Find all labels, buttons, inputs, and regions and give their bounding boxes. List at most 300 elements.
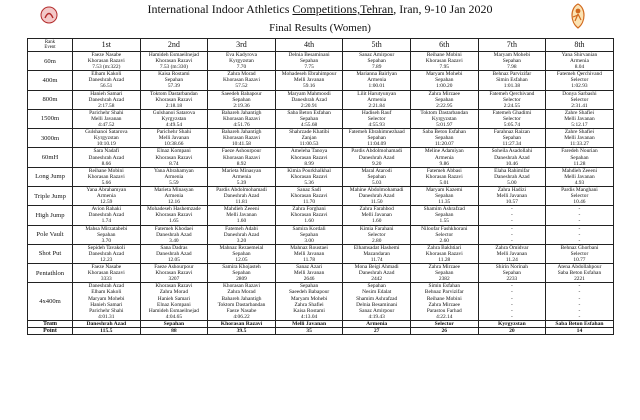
result-line: Parichehr Shahi <box>89 109 124 116</box>
result-line: 56.51 <box>100 83 113 90</box>
athletics-logo-icon <box>566 2 590 30</box>
result-line: Armenia <box>96 193 116 200</box>
result-line: Gulshanoi Satarova <box>85 129 128 136</box>
result-line: Sana Dadras <box>160 244 188 251</box>
result-cell <box>140 71 208 90</box>
result-line: 7.70 <box>236 64 247 71</box>
result-line: 8.92 <box>236 160 247 167</box>
result-cell <box>73 71 141 90</box>
result-line: Sepahan <box>232 270 251 277</box>
result-line: Daneshrah Azad <box>156 250 192 257</box>
result-line: 3.70 <box>101 237 112 244</box>
result-line: Maryam Mohebi <box>426 71 463 78</box>
result-cell <box>478 206 546 225</box>
result-cell <box>275 264 343 283</box>
result-line: Elnaz Kompani <box>157 148 191 155</box>
result-line: Kyrgyzstan <box>161 115 187 122</box>
result-cell <box>140 90 208 109</box>
result-cell <box>275 148 343 167</box>
result-line: 2442 <box>371 276 383 283</box>
result-line: 3207 <box>168 276 180 283</box>
result-line: 9.86 <box>439 160 449 167</box>
result-line: 3.20 <box>236 237 247 244</box>
result-line: Sepahan <box>164 77 184 84</box>
team-name: Armenia <box>343 320 411 327</box>
result-line: Marieta Minasyan <box>154 186 194 193</box>
result-line: Sepahan <box>367 135 386 142</box>
result-cell <box>478 264 546 283</box>
result-line: Simin Esfahan <box>496 77 528 84</box>
result-line: 2.80 <box>371 237 382 244</box>
result-line: 7.53 (m:322) <box>92 64 121 71</box>
result-line: Lilit Harutyunyan <box>357 90 397 97</box>
report-header <box>0 0 640 38</box>
result-line: 2:21.84 <box>368 102 385 109</box>
result-line: Hadiseh Rauf <box>361 109 392 116</box>
result-line: Bahareh Jahantigh <box>221 295 262 302</box>
result-line: Armenia <box>570 58 589 65</box>
team-label: Team <box>28 320 73 327</box>
result-line: Selector <box>570 77 589 84</box>
result-cell <box>343 225 411 244</box>
result-line: - <box>510 307 513 314</box>
result-cell <box>275 90 343 109</box>
result-line: Behnaz Parvizifar <box>424 289 464 296</box>
result-line: 1:02.93 <box>571 83 588 90</box>
result-line: Fatemeh Ghadimi <box>492 109 532 116</box>
result-line: Parastou Farhad <box>426 307 462 314</box>
event-name: 60m <box>28 52 73 71</box>
result-line: - <box>578 231 581 238</box>
result-line: 2:19.36 <box>233 102 250 109</box>
result-line: Khorasan Razavi <box>222 135 260 142</box>
result-line: Zahra Bakhtiari <box>427 244 462 251</box>
result-line: 4:49.54 <box>165 122 183 129</box>
result-line: - <box>510 313 513 320</box>
result-line: Saeedeh Babapour <box>288 289 330 296</box>
result-line: 2382 <box>438 276 450 283</box>
result-cell <box>208 71 276 90</box>
result-cell <box>478 129 546 148</box>
result-line: Daneshrah Azad <box>223 193 260 200</box>
event-name: 3000m <box>28 129 73 148</box>
result-line: 5.59 <box>169 179 179 186</box>
result-line: Sepahan <box>367 173 386 180</box>
result-cell <box>478 148 546 167</box>
result-line: 4:13.04 <box>300 313 318 320</box>
result-cell <box>343 283 411 321</box>
result-line: Eva Kadyrova <box>225 52 257 58</box>
result-line: 5.39 <box>236 179 247 186</box>
result-cell <box>546 264 614 283</box>
result-cell <box>140 225 208 244</box>
result-line: Elnaz Kompani <box>157 301 191 308</box>
result-line: 11.50 <box>370 199 383 206</box>
result-cell <box>140 206 208 225</box>
team-points: 26 <box>410 327 478 334</box>
result-line: 4:19.43 <box>368 313 385 320</box>
result-line: Sepahan <box>435 77 454 84</box>
result-line: Sepahan <box>502 58 521 65</box>
result-cell <box>275 206 343 225</box>
result-line: Ameleha Tanoya <box>290 148 328 155</box>
result-line: Zahre Shafiei <box>564 129 595 136</box>
result-cell <box>73 109 141 128</box>
result-line: 4:47.52 <box>98 122 115 129</box>
result-line: 1:00.20 <box>436 83 453 90</box>
result-line: Faeze Nasabe <box>226 307 257 314</box>
result-line: 7.53 (m:330) <box>159 64 188 71</box>
result-cell <box>275 71 343 90</box>
result-line: Melli Javanan <box>564 135 595 142</box>
result-cell <box>343 129 411 148</box>
result-line: 8.66 <box>101 160 112 167</box>
result-line: Mahine Abdolmohamadi <box>349 186 404 193</box>
result-line: Shirin Norinah <box>495 264 528 271</box>
result-cell <box>546 90 614 109</box>
result-cell <box>208 129 276 148</box>
result-line: Soheila Asadollahi <box>491 148 533 155</box>
team-name: Sepahan <box>140 320 208 327</box>
result-line: 7.95 <box>439 64 449 71</box>
result-line: Hanieh Samari <box>157 295 190 302</box>
result-line: Shamim Ashrafzad <box>423 206 465 213</box>
result-line: Khorasan Razavi <box>155 212 193 219</box>
result-cell <box>546 206 614 225</box>
result-line: Khorasan Razavi <box>425 250 463 257</box>
result-cell <box>343 206 411 225</box>
result-line: - <box>578 307 581 314</box>
result-line: Daneshrah Azad <box>358 193 395 200</box>
result-line: Sepahan <box>502 135 521 142</box>
place-header: 1st <box>73 39 141 52</box>
team-points: 115.5 <box>73 327 141 334</box>
event-row <box>28 225 614 244</box>
result-line: - <box>578 289 581 296</box>
result-line: - <box>578 212 581 219</box>
result-line: Faeze Ashourpour <box>154 264 194 271</box>
result-line: Parichehr Shahi <box>89 307 124 314</box>
result-line: 2:24.55 <box>503 102 521 109</box>
result-line: 10:38.66 <box>164 141 184 148</box>
result-line: Fatemeh Khodaei <box>154 225 193 232</box>
result-cell <box>410 129 478 148</box>
result-line: Melli Javanan <box>496 193 528 200</box>
result-cell <box>343 109 411 128</box>
result-line: Yana Shirvanian <box>561 52 598 58</box>
result-cell <box>140 148 208 167</box>
result-line: Selector <box>367 231 386 238</box>
result-line: Maryam Mahmoodi <box>287 90 331 97</box>
result-line: - <box>510 212 513 219</box>
result-line: Melli Javanan <box>293 250 325 257</box>
result-line: Reihane Mobini <box>426 52 462 58</box>
team-points: 20 <box>478 327 546 334</box>
result-line: 10.46 <box>573 199 586 206</box>
result-line: Shamim Ashrafzad <box>356 295 398 302</box>
result-line: Mahnaz Roustaei <box>290 244 328 251</box>
result-line: Toktom Dastarbandan <box>217 301 266 308</box>
result-line: 3.00 <box>304 237 314 244</box>
result-line: Mohadeseh Hashemzade <box>147 206 201 213</box>
result-cell <box>275 244 343 263</box>
result-line: Kyrgyzstan <box>93 135 119 142</box>
result-line: Nesim Edalat <box>362 289 392 296</box>
result-cell <box>410 90 478 109</box>
result-line: 5:01.97 <box>436 122 453 129</box>
result-line: Fatemeh Qerchivand <box>556 71 602 78</box>
result-line: Fatemeh Ebrahimnezhaad <box>348 129 405 136</box>
result-line: - <box>510 237 513 244</box>
result-line: Delnia Besaminani <box>356 301 398 308</box>
result-cell <box>546 109 614 128</box>
event-name: Pentathlon <box>28 264 73 283</box>
team-points: 14 <box>546 327 614 334</box>
result-line: Maryam Kazemi <box>426 186 463 193</box>
result-line: Samira Khojasteh <box>222 264 261 271</box>
corner-cell <box>28 39 73 52</box>
event-name: Pole Vault <box>28 225 73 244</box>
result-line: Kaisa Rostami <box>293 307 325 314</box>
result-line: Behnaz Parvizifar <box>492 71 532 78</box>
result-cell <box>208 225 276 244</box>
result-line: Meline Adamiyan <box>424 148 464 155</box>
result-cell <box>73 90 141 109</box>
result-cell <box>478 244 546 263</box>
result-line: Melli Javanan <box>361 212 392 219</box>
team-points: 27 <box>343 327 411 334</box>
result-cell <box>410 186 478 205</box>
place-header: 2nd <box>140 39 208 52</box>
result-line: 10.77 <box>573 257 586 263</box>
result-line: Khorasan Razavi <box>155 58 193 65</box>
place-header: 3rd <box>208 39 276 52</box>
team-name: Khorasan Razavi <box>208 320 276 327</box>
result-cell <box>208 109 276 128</box>
result-cell <box>478 225 546 244</box>
event-row <box>28 90 614 109</box>
result-cell <box>410 225 478 244</box>
result-line: Sepahan <box>570 154 589 161</box>
event-row <box>28 167 614 186</box>
result-line: - <box>578 206 581 213</box>
result-line: Zahra Mirzaee <box>428 264 461 271</box>
result-line: 1.74 <box>101 218 112 225</box>
result-line: Reihane Mobini <box>426 295 462 302</box>
result-line: Maral Atarodi <box>361 167 392 174</box>
result-line: Pardis Manghani <box>561 186 598 193</box>
result-cell <box>275 167 343 186</box>
result-line: Atena Abdollahpour <box>557 264 602 271</box>
result-cell <box>208 52 276 71</box>
result-line: Faeze Nasabe <box>91 52 122 58</box>
result-line: 2809 <box>236 276 247 283</box>
result-line: Faeze Nasabe <box>91 264 122 271</box>
result-line: Elham Kakoli <box>91 289 122 296</box>
result-line: Sepahan <box>502 270 521 277</box>
title-link: Competitions,Tehran <box>292 2 394 16</box>
result-line: 9.20 <box>371 160 382 167</box>
result-line: - <box>510 231 513 238</box>
result-line: Melli Javanan <box>564 173 595 180</box>
result-line: Armenia <box>164 173 184 180</box>
result-cell <box>343 71 411 90</box>
result-cell <box>478 52 546 71</box>
result-line: 7.75 <box>304 64 314 71</box>
team-name: Kyrgyzstan <box>478 320 546 327</box>
result-line: 12.05 <box>167 257 180 263</box>
result-line: Marianna Bairlyan <box>356 71 397 78</box>
result-line: Sepahan <box>299 58 319 65</box>
result-line: Daneshrah Azad <box>156 231 192 238</box>
result-cell <box>343 186 411 205</box>
results-table <box>27 38 614 335</box>
result-line: Selector <box>570 193 589 200</box>
result-line: Selector <box>503 115 521 122</box>
result-line: - <box>510 225 513 232</box>
result-cell <box>208 206 276 225</box>
result-line: 11.24 <box>505 257 518 263</box>
result-line: Bahareh Jahantigh <box>221 129 262 136</box>
result-line: Sepahan <box>299 115 319 122</box>
event-row <box>28 186 614 205</box>
result-line: Mahdieh Zeeeni <box>223 206 260 213</box>
result-line: Toktom Dastarbandan <box>420 109 469 116</box>
result-cell <box>208 148 276 167</box>
result-line: Khorasan Razavi <box>87 270 125 277</box>
result-line: Khorasan Razavi <box>290 212 328 219</box>
result-line: Sepahan <box>232 96 251 103</box>
result-line: Melli Javanan <box>91 115 122 122</box>
result-cell <box>410 52 478 71</box>
result-line: Armenia <box>367 96 387 103</box>
place-header: 6th <box>410 39 478 52</box>
result-line: Armenia <box>232 173 251 180</box>
result-line: Mohadeseh Ebrahimpour <box>281 71 337 78</box>
result-line: 2:31.41 <box>571 102 588 109</box>
result-line: Khorasan Razavi <box>290 193 328 200</box>
team-points: 88 <box>140 327 208 334</box>
result-line: 11.74 <box>370 257 383 263</box>
result-cell <box>140 109 208 128</box>
result-line: Kimia Pourkhalkhal <box>287 167 331 174</box>
team-row <box>28 320 614 327</box>
result-line: 5.03 <box>371 179 382 186</box>
result-line: Melli Javanan <box>158 135 190 142</box>
result-line: Armenia <box>434 154 454 161</box>
result-cell <box>140 186 208 205</box>
result-line: Zahra Omidvar <box>495 244 529 251</box>
result-line: Daneshrah Azad <box>88 154 125 161</box>
result-line: Sepahan <box>299 231 319 238</box>
result-line: Sepahan <box>367 58 386 65</box>
result-line: Farahnaz Raizan <box>493 129 530 136</box>
result-line: Gulshanoi Satarova <box>152 109 196 116</box>
points-label: Point <box>28 327 73 334</box>
result-line: 1:00.01 <box>368 83 385 90</box>
result-cell <box>140 167 208 186</box>
result-line: Saba Beton Esfahan <box>557 270 602 277</box>
result-line: Selector <box>367 115 386 122</box>
result-line: 8.99 <box>304 160 314 167</box>
result-cell <box>410 148 478 167</box>
result-line: Khorasan Razavi <box>87 58 125 65</box>
result-cell <box>275 225 343 244</box>
result-line: Sara Nadafi <box>93 148 120 155</box>
result-line: Daneshrah Azad <box>88 283 125 290</box>
result-line: Khorasan Razavi <box>87 173 125 180</box>
result-line: Daneshrah Azad <box>223 231 260 238</box>
result-line: Behnaz Ghorbani <box>560 244 599 251</box>
result-line: 2233 <box>506 276 518 283</box>
result-line: Mazandaran <box>363 250 390 257</box>
result-line: Parichehr Shahi <box>156 129 192 136</box>
result-line: Daneshrah Azad <box>358 154 395 161</box>
result-line: Sepahan <box>435 96 454 103</box>
result-cell <box>410 244 478 263</box>
result-line: 11:04.09 <box>367 141 387 148</box>
result-line: 2:22.95 <box>436 102 453 109</box>
result-cell <box>410 283 478 321</box>
result-line: Mahnaz Rezaemeial <box>219 244 264 251</box>
result-cell <box>73 167 141 186</box>
result-line: 11.35 <box>438 199 451 206</box>
event-name: Long Jump <box>28 167 73 186</box>
result-line: Daneshrah Azad <box>88 212 125 219</box>
event-row <box>28 264 614 283</box>
result-cell <box>73 129 141 148</box>
result-line: Fatemeh Adabi <box>225 225 258 232</box>
page-subtitle: Final Results (Women) <box>269 22 371 34</box>
result-line: 8.74 <box>169 160 179 167</box>
result-line: 11.28 <box>438 257 451 263</box>
result-cell <box>73 225 141 244</box>
result-line: 10:10.19 <box>96 141 116 148</box>
result-line: Zahra Shafiei <box>294 301 324 308</box>
result-line: Pardis Abdolmohamadi <box>351 148 403 155</box>
result-line: Sepahan <box>97 231 116 238</box>
result-cell <box>73 244 141 263</box>
result-line: - <box>510 206 513 213</box>
result-line: Melli Javanan <box>293 77 325 84</box>
result-cell <box>546 129 614 148</box>
result-line: 10.46 <box>505 160 518 167</box>
event-row <box>28 206 614 225</box>
result-cell <box>343 90 411 109</box>
result-line: Khorasan Razavi <box>155 270 193 277</box>
result-line: 12.59 <box>100 199 113 206</box>
result-cell <box>546 167 614 186</box>
result-line: - <box>510 301 513 308</box>
event-name: 4x400m <box>28 283 73 321</box>
result-line: 57.52 <box>235 83 248 90</box>
result-cell <box>343 264 411 283</box>
result-line: 12.05 <box>235 257 248 263</box>
result-line: Khorasan Razavi <box>425 58 463 65</box>
event-name: High Jump <box>28 206 73 225</box>
result-cell <box>73 283 141 321</box>
result-line: Khorasan Razavi <box>290 154 328 161</box>
result-line: 4:01.31 <box>98 313 115 320</box>
result-cell <box>208 244 276 263</box>
result-line: Kyrgyzstan <box>229 58 254 65</box>
result-cell <box>546 225 614 244</box>
result-line: Hanieh Samari <box>90 301 123 308</box>
result-cell <box>275 129 343 148</box>
place-header: 5th <box>343 39 411 52</box>
result-line: 1.55 <box>439 218 449 225</box>
event-row <box>28 244 614 263</box>
